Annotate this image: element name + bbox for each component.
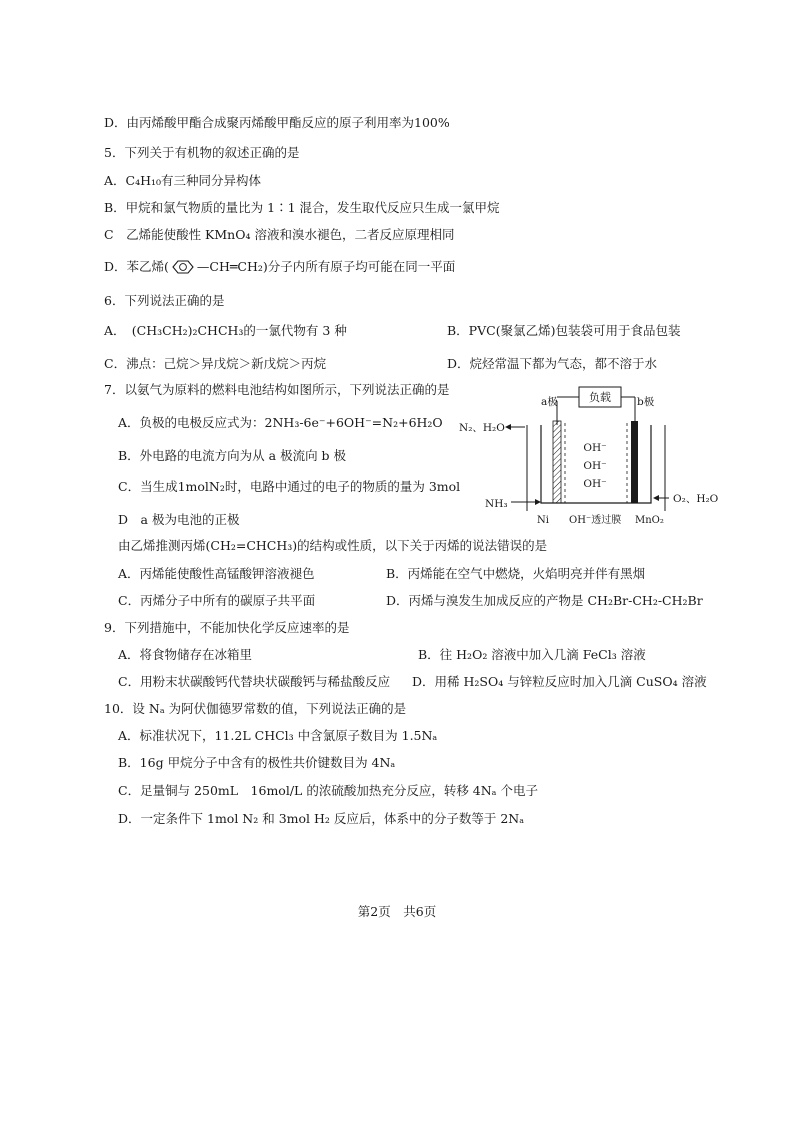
q6-option-b: B．PVC(聚氯乙烯)包装袋可用于食品包装 [447, 323, 681, 338]
q9-option-b: B．往 H₂O₂ 溶液中加入几滴 FeCl₃ 溶液 [418, 647, 646, 662]
benzene-ring-icon [169, 260, 197, 274]
ni-label: Ni [537, 515, 549, 526]
q9-option-d: D．用稀 H₂SO₄ 与锌粒反应时加入几滴 CuSO₄ 溶液 [412, 674, 707, 689]
electrode-b-label: b极 [637, 396, 655, 408]
q6-stem: 6．下列说法正确的是 [104, 293, 225, 308]
q5-option-d [104, 258, 455, 276]
q8-option-d: D．丙烯与溴发生加成反应的产物是 CH₂Br-CH₂-CH₂Br [386, 593, 703, 608]
outlet-left-arrowhead [505, 424, 511, 430]
ion-label-3: OH⁻ [583, 478, 607, 490]
q7-option-b: B．外电路的电流方向为从 a 极流向 b 极 [118, 448, 347, 463]
q5-option-b: B．甲烷和氯气物质的量比为 1∶1 混合，发生取代反应只生成一氯甲烷 [104, 200, 500, 215]
load-label: 负载 [589, 391, 611, 404]
q10-option-d: D．一定条件下 1mol N₂ 和 3mol H₂ 反应后，体系中的分子数等于 2Nₐ [118, 811, 525, 826]
ion-label-1: OH⁻ [583, 442, 607, 454]
q7-stem: 7．以氨气为原料的燃料电池结构如图所示，下列说法正确的是 [104, 382, 450, 397]
q9-stem: 9．下列措施中，不能加快化学反应速率的是 [104, 620, 350, 635]
electrode-a-label: a极 [541, 396, 558, 408]
inlet-left-label: NH₃ [485, 498, 508, 510]
q6-option-d: D．烷烃常温下都为气态，都不溶于水 [447, 356, 658, 371]
q5-option-d-suffix: —CH═CH₂)分子内所有原子均可能在同一平面 [196, 259, 456, 274]
q8-option-c: C．丙烯分子中所有的碳原子共平面 [118, 593, 316, 608]
q10-stem: 10．设 Nₐ 为阿伏伽德罗常数的值，下列说法正确的是 [104, 701, 407, 716]
q9-option-a: A．将食物储存在冰箱里 [118, 647, 253, 662]
q4-option-d: D．由丙烯酸甲酯合成聚丙烯酸甲酯反应的原子利用率为100% [104, 115, 450, 130]
q7-option-c: C．当生成1molN₂时，电路中通过的电子的物质的量为 3mol [118, 479, 461, 494]
q8-option-a: A．丙烯能使酸性高锰酸钾溶液褪色 [118, 566, 315, 581]
electrode-b [631, 421, 638, 503]
page-footer: 第2页 共6页 [357, 904, 437, 919]
electrode-a [553, 421, 561, 503]
q10-option-b: B．16g 甲烷分子中含有的极性共价键数目为 4Nₐ [118, 755, 396, 770]
inlet-left-arrowhead [535, 499, 541, 505]
q5-stem: 5．下列关于有机物的叙述正确的是 [104, 145, 300, 160]
q5-option-a: A．C₄H₁₀有三种同分异构体 [104, 173, 262, 188]
q6-option-a: A． (CH₃CH₂)₂CHCH₃的一氯代物有 3 种 [104, 323, 347, 338]
q5-option-c: C 乙烯能使酸性 KMnO₄ 溶液和溴水褪色，二者反应原理相同 [104, 227, 455, 242]
q8-option-b: B．丙烯能在空气中燃烧，火焰明亮并伴有黑烟 [386, 566, 646, 581]
outlet-left-label: N₂、H₂O [459, 422, 505, 434]
inlet-right-arrowhead [653, 495, 659, 501]
q6-option-c: C．沸点：己烷＞异戊烷＞新戊烷＞丙烷 [104, 356, 327, 371]
mno2-label: MnO₂ [635, 515, 664, 526]
q7-option-d: D a 极为电池的正极 [118, 512, 240, 527]
q10-option-c: C．足量铜与 250mL 16mol/L 的浓硫酸加热充分反应，转移 4Nₐ 个电子 [118, 783, 538, 798]
fuel-cell-diagram [455, 383, 719, 533]
q5-option-d-prefix: D．苯乙烯( [104, 259, 169, 274]
membrane-label: OH⁻透过膜 [569, 515, 622, 526]
q8-stem: 由乙烯推测丙烯(CH₂=CHCH₃)的结构或性质，以下关于丙烯的说法错误的是 [118, 538, 548, 553]
q10-option-a: A．标准状况下，11.2L CHCl₃ 中含氯原子数目为 1.5Nₐ [118, 728, 438, 743]
q9-option-c: C．用粉末状碳酸钙代替块状碳酸钙与稀盐酸反应 [118, 674, 391, 689]
ion-label-2: OH⁻ [583, 460, 607, 472]
q7-option-a: A．负极的电极反应式为：2NH₃-6e⁻+6OH⁻=N₂+6H₂O [118, 415, 443, 430]
outlet-right-label: O₂、H₂O [673, 493, 719, 505]
